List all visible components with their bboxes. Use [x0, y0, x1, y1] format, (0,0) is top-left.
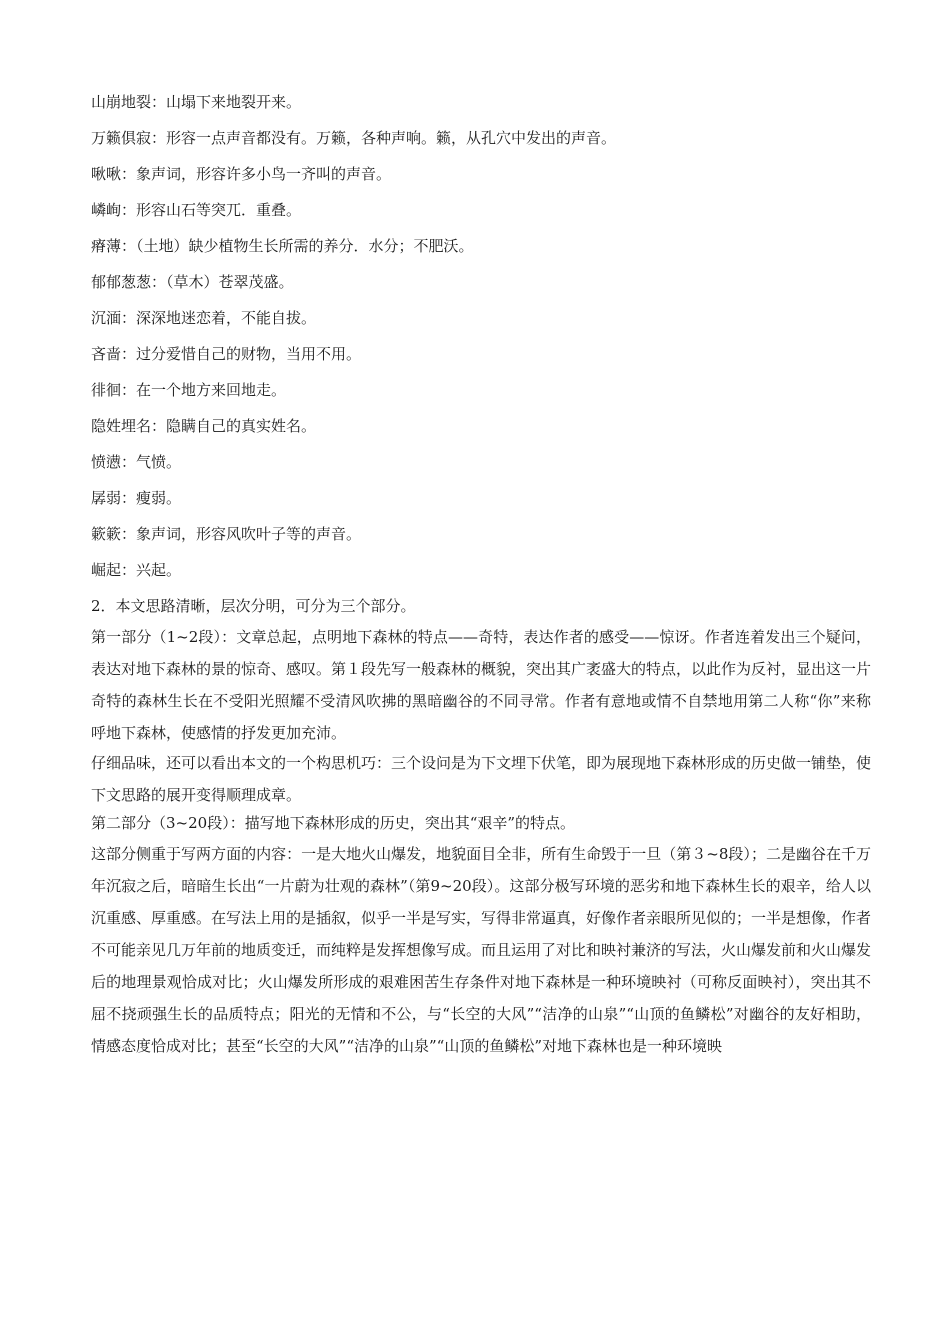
glossary-entry: 隐姓埋名：隐瞒自己的真实姓名。: [91, 417, 317, 435]
section-heading: 2．本文思路清晰，层次分明，可分为三个部分。: [91, 597, 416, 615]
document-body: [91, 92, 871, 1064]
glossary-entry: 崛起：兴起。: [91, 561, 182, 579]
glossary-entry: 万籁俱寂：形容一点声音都没有。万籁，各种声响。籁，从孔穴中发出的声音。: [91, 129, 617, 147]
glossary-entry: 瘠薄：（土地）缺少植物生长所需的养分．水分；不肥沃。: [91, 237, 474, 255]
glossary-entry: 沉湎：深深地迷恋着，不能自拔。: [91, 309, 317, 327]
structure-analysis-section: [91, 596, 871, 1062]
glossary-entry: 啾啾：象声词，形容许多小鸟一齐叫的声音。: [91, 165, 392, 183]
vocabulary-glossary: [91, 92, 871, 580]
part-two-heading: 第二部分（3~20段）：描写地下森林形成的历史，突出其“艰辛”的特点。: [91, 814, 576, 832]
glossary-entry: 吝啬：过分爱惜自己的财物，当用不用。: [91, 345, 362, 363]
glossary-entry: 山崩地裂：山塌下来地裂开来。: [91, 93, 302, 111]
glossary-entry: 嶙峋：形容山石等突兀．重叠。: [91, 201, 302, 219]
glossary-entry: 簌簌：象声词，形容风吹叶子等的声音。: [91, 525, 362, 543]
glossary-entry: 愤懑：气愤。: [91, 453, 182, 471]
glossary-entry: 孱弱：瘦弱。: [91, 489, 182, 507]
glossary-entry: 徘徊：在一个地方来回地走。: [91, 381, 287, 399]
glossary-entry: 郁郁葱葱：（草木）苍翠茂盛。: [91, 273, 294, 291]
part-two-paragraph: 这部分侧重于写两方面的内容：一是大地火山爆发，地貌面目全非，所有生命毁于一旦（第３~8段）；二是幽谷在千万年沉寂之后，暗暗生长出“一片蔚为壮观的森林”（第9~20段）。这部分极写环境的恶劣和地下森林生长的艰辛，给人以沉重感、厚重感。在写法上用的是插叙，似乎一半是写实，写得非常逼真，好像作者亲眼所见似的；一半是想像，作者不可能亲见几万年前的地质变迁，而纯粹是发挥想像写成。而且运用了对比和映衬兼济的写法，火山爆发前和火山爆发后的地理景观恰成对比；火山爆发所形成的艰难困苦生存条件对地下森林是一种环境映衬（可称反面映衬），突出其不屈不挠顽强生长的品质特点；阳光的无情和不公，与“长空的大风”“洁净的山泉”“山顶的鱼鳞松”对幽谷的友好相助，情感态度恰成对比；甚至“长空的大风”“洁净的山泉”“山顶的鱼鳞松”对地下森林也是一种环境映: [91, 845, 872, 1055]
part-one-note-paragraph: 仔细品味，还可以看出本文的一个构思机巧：三个设问是为下文埋下伏笔，即为展现地下森林形成的历史做一铺垫，使下文思路的展开变得顺理成章。: [91, 754, 872, 804]
part-one-paragraph: 第一部分（1~2段）：文章总起，点明地下森林的特点——奇特，表达作者的感受——惊讶。作者连着发出三个疑问，表达对地下森林的景的惊奇、感叹。第１段先写一般森林的概貌，突出其广袤盛大的特点，以此作为反衬，显出这一片奇特的森林生长在不受阳光照耀不受清风吹拂的黑暗幽谷的不同寻常。作者有意地或情不自禁地用第二人称“你”来称呼地下森林，使感情的抒发更加充沛。: [91, 628, 872, 742]
